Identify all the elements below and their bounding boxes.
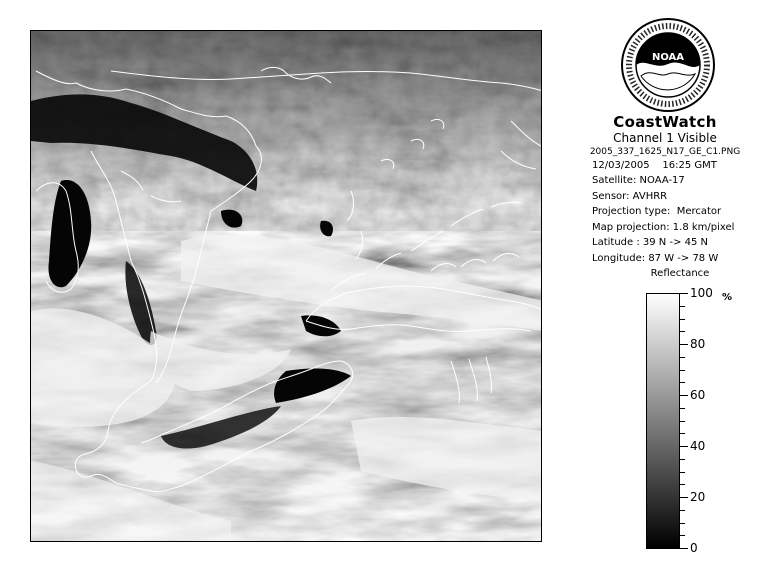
colorbar-tick-label: 60 [690,388,706,402]
minor-tick [680,408,685,409]
major-tick [680,497,688,498]
minor-tick [680,370,685,371]
metadata-label: Map projection [592,221,667,233]
minor-tick [680,421,685,422]
major-tick [680,446,688,447]
minor-tick [680,472,685,473]
minor-tick [680,459,685,460]
metadata-map-projection: Map projection: 1.8 km/pixel [592,221,735,233]
metadata-satellite: Satellite: NOAA-17 [592,175,685,186]
minor-tick [680,319,685,320]
metadata-value: 1.8 km/pixel [672,221,735,233]
minor-tick [680,382,685,383]
minor-tick [680,523,685,524]
metadata-value: 39 N -> 45 N [642,237,709,248]
noaa-logo [619,16,717,114]
metadata-longitude: Longitude: 87 W -> 78 W [592,252,719,264]
info-panel [560,114,770,280]
minor-tick [680,484,685,485]
major-tick [680,293,688,294]
metadata-label: Projection type [592,206,667,217]
filename: 2005_337_1625_N17_GE_C1.PNG [589,147,741,157]
date-value: 12/03/2005 [592,160,650,171]
colorbar-tick-label: 0 [690,541,698,555]
minor-tick [680,510,685,511]
map-canvas [31,31,542,542]
satellite-map [30,30,542,542]
colorbar-tick-label: 80 [690,337,706,351]
noaa-seal-icon [619,16,717,114]
major-tick [680,344,688,345]
brand-title: CoastWatch [613,113,717,131]
minor-tick [680,357,685,358]
metadata-label: Sensor [592,190,627,202]
metadata-value: AVHRR [632,190,668,202]
colorbar-title: Reflectance [650,268,710,279]
logo-center-text: NOAA [651,52,685,63]
metadata-label: Latitude [592,237,634,248]
metadata-value: Mercator [676,206,722,217]
colorbar-unit: % [722,292,733,303]
datetime [592,159,770,172]
colorbar-tick-label: 100 [690,286,713,300]
colorbar-tick-label: 20 [690,490,706,504]
metadata-value: NOAA-17 [639,175,685,186]
metadata-value: 87 W -> 78 W [648,252,719,264]
metadata-sensor: Sensor: AVHRR [592,190,668,202]
metadata-label: Longitude [592,252,642,264]
colorbar-legend [646,286,766,555]
metadata-latitude: Latitude : 39 N -> 45 N [592,237,709,248]
minor-tick [680,535,685,536]
time-value: 16:25 GMT [662,160,717,171]
minor-tick [680,306,685,307]
minor-tick [680,331,685,332]
major-tick [680,395,688,396]
colorbar-gradient [646,293,680,549]
colorbar-tick-label: 40 [690,439,706,453]
minor-tick [680,433,685,434]
metadata-projection-type: Projection type: Mercator [592,206,722,217]
channel-subtitle: Channel 1 Visible [613,131,717,145]
metadata-list [560,173,770,266]
major-tick [680,548,688,549]
metadata-label: Satellite [592,175,633,186]
